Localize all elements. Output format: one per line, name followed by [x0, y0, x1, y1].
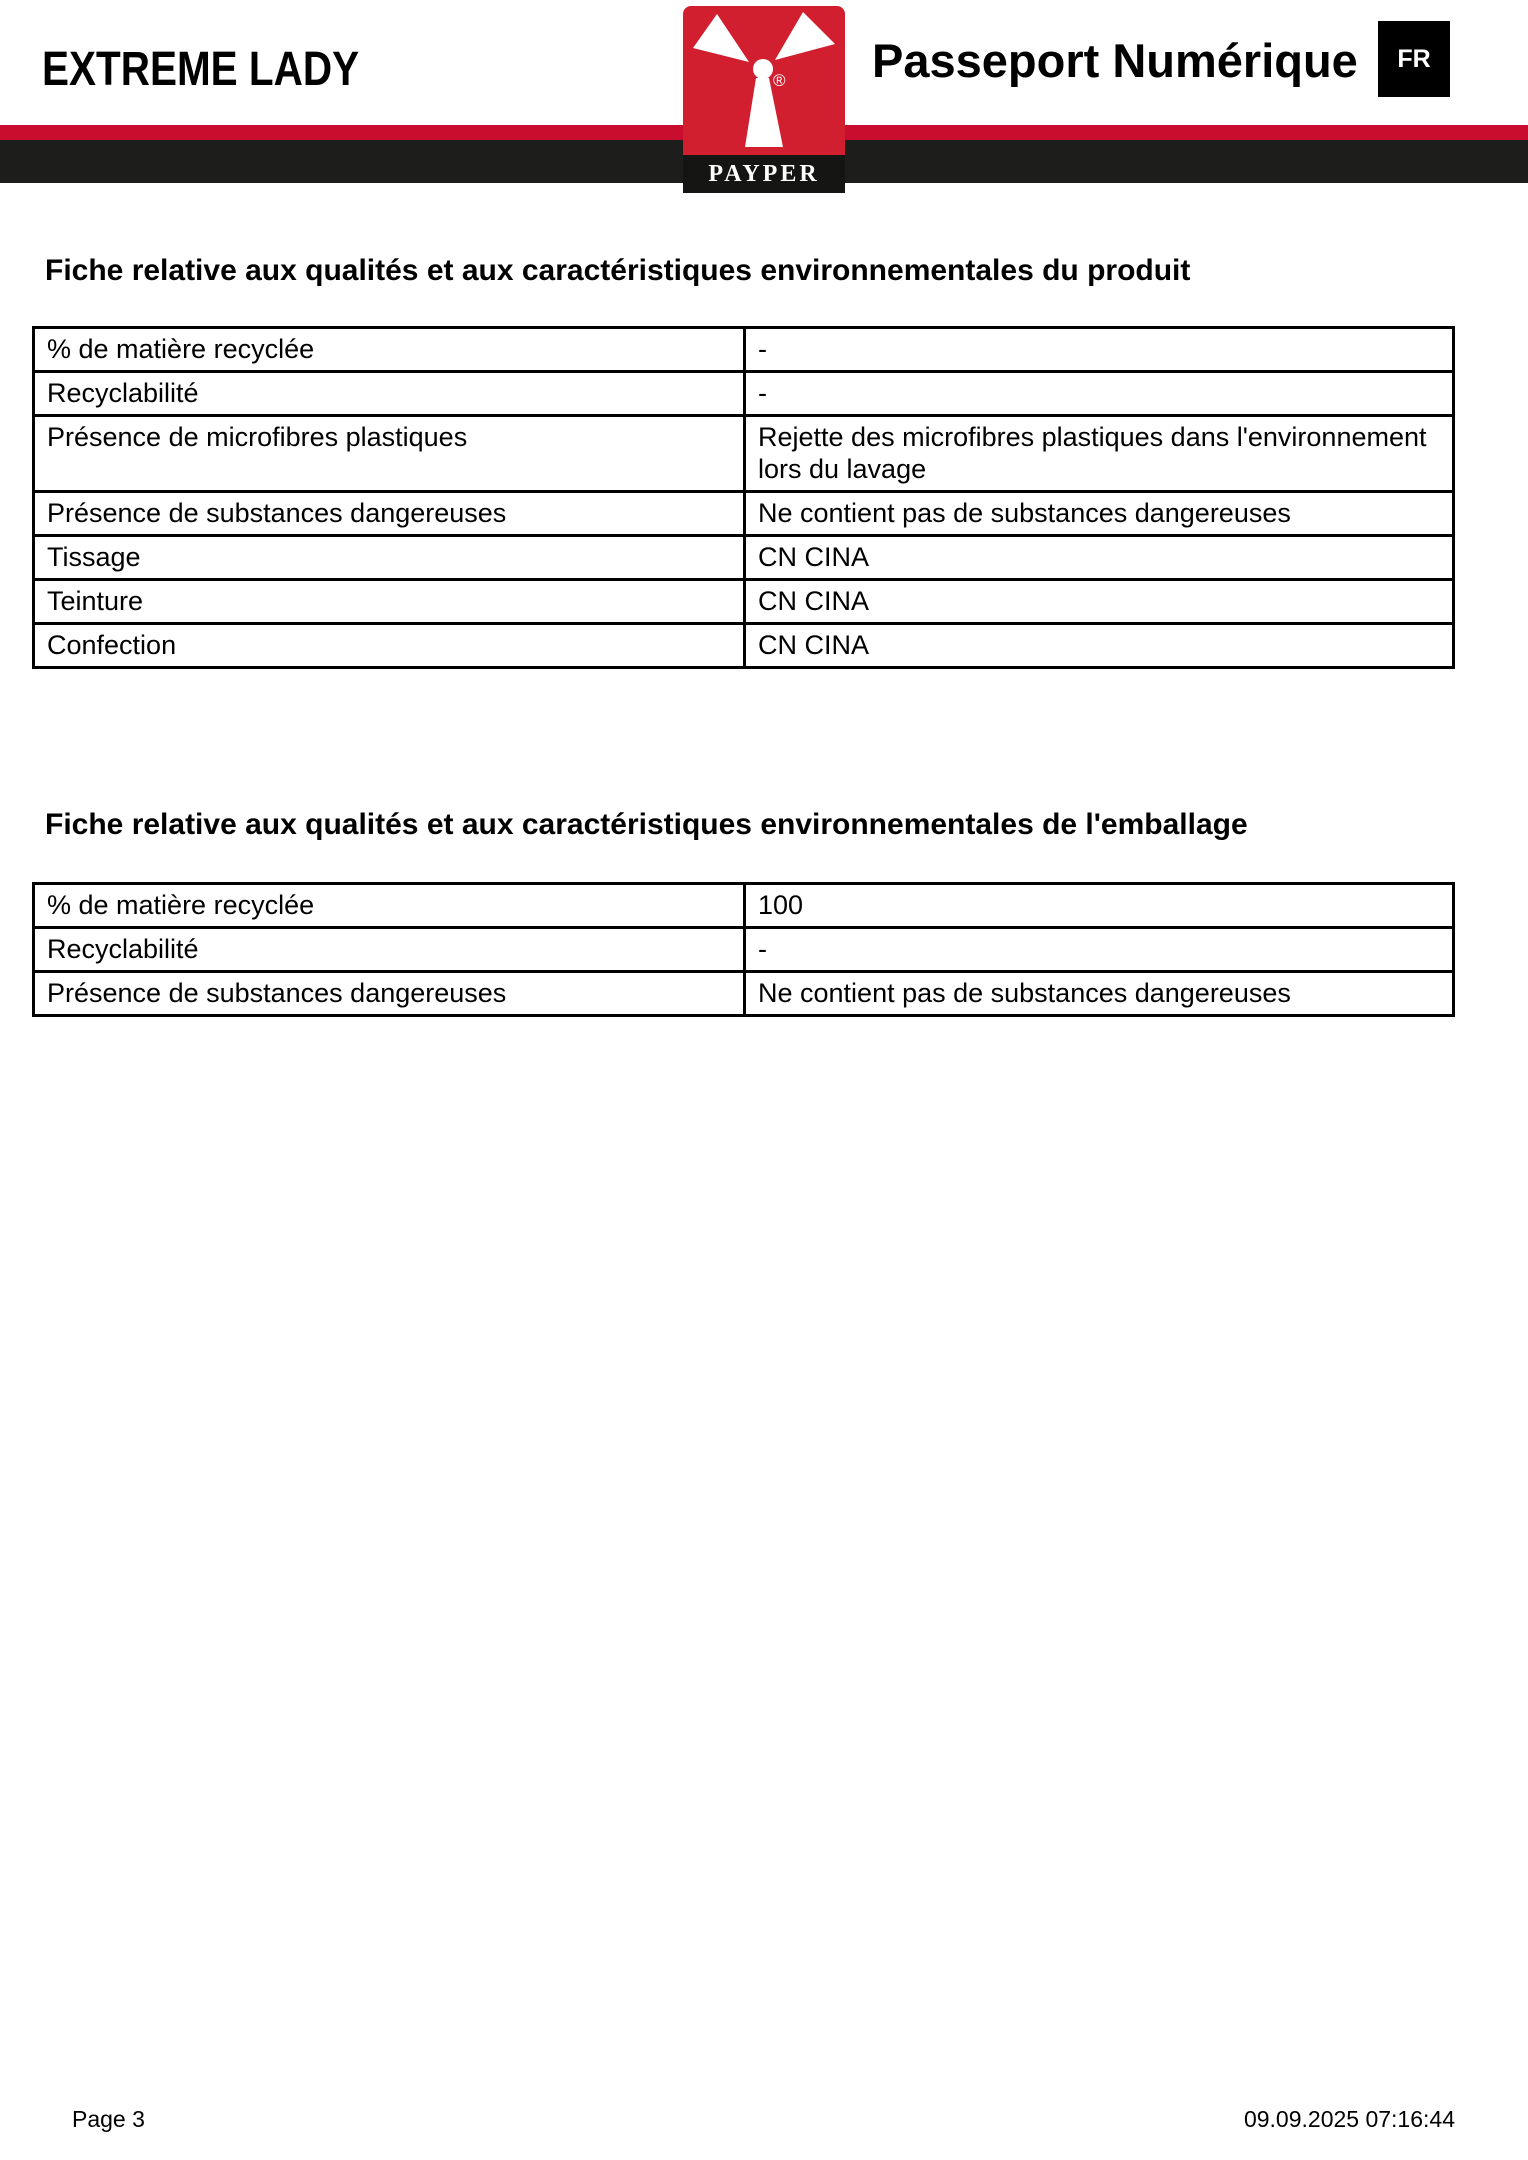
- brand-wordmark: PAYPER: [683, 155, 845, 193]
- row-label: Confection: [34, 624, 745, 668]
- table-row: [34, 416, 1454, 492]
- table-row: [34, 928, 1454, 972]
- page-number: Page 3: [72, 2106, 145, 2132]
- row-label: Tissage: [34, 536, 745, 580]
- row-value: CN CINA: [745, 536, 1454, 580]
- row-value: -: [745, 928, 1454, 972]
- row-label: Recyclabilité: [34, 928, 745, 972]
- table-row: [34, 492, 1454, 536]
- table-row: [34, 624, 1454, 668]
- language-badge: FR: [1378, 21, 1450, 97]
- section-title-packaging: Fiche relative aux qualités et aux caractéristiques environnementales de l'emballage: [45, 808, 1248, 841]
- table-row: [34, 536, 1454, 580]
- table-row: [34, 372, 1454, 416]
- table-row: [34, 884, 1454, 928]
- row-label: Présence de substances dangereuses: [34, 972, 745, 1016]
- propeller-icon: [683, 6, 845, 155]
- product-name: EXTREME LADY: [42, 41, 360, 96]
- row-value: 100: [745, 884, 1454, 928]
- row-value: Ne contient pas de substances dangereuses: [745, 972, 1454, 1016]
- section-title-product: Fiche relative aux qualités et aux caractéristiques environnementales du produit: [45, 254, 1191, 287]
- row-label: % de matière recyclée: [34, 328, 745, 372]
- row-label: % de matière recyclée: [34, 884, 745, 928]
- row-label: Recyclabilité: [34, 372, 745, 416]
- table-row: [34, 580, 1454, 624]
- document-title: Passeport Numérique: [872, 34, 1358, 87]
- row-value: -: [745, 328, 1454, 372]
- row-value: CN CINA: [745, 624, 1454, 668]
- registered-mark: ®: [773, 71, 786, 90]
- timestamp: 09.09.2025 07:16:44: [1243, 2106, 1455, 2132]
- packaging-environment-table: [32, 882, 1455, 1017]
- row-value: -: [745, 372, 1454, 416]
- table-row: [34, 328, 1454, 372]
- row-value: CN CINA: [745, 580, 1454, 624]
- table-row: [34, 972, 1454, 1016]
- row-label: Teinture: [34, 580, 745, 624]
- row-label: Présence de microfibres plastiques: [34, 416, 745, 492]
- row-value: Ne contient pas de substances dangereuses: [745, 492, 1454, 536]
- product-environment-table: [32, 326, 1455, 669]
- row-label: Présence de substances dangereuses: [34, 492, 745, 536]
- row-value: Rejette des microfibres plastiques dans l'environnement lors du lavage: [745, 416, 1454, 492]
- payper-logo: [683, 6, 845, 193]
